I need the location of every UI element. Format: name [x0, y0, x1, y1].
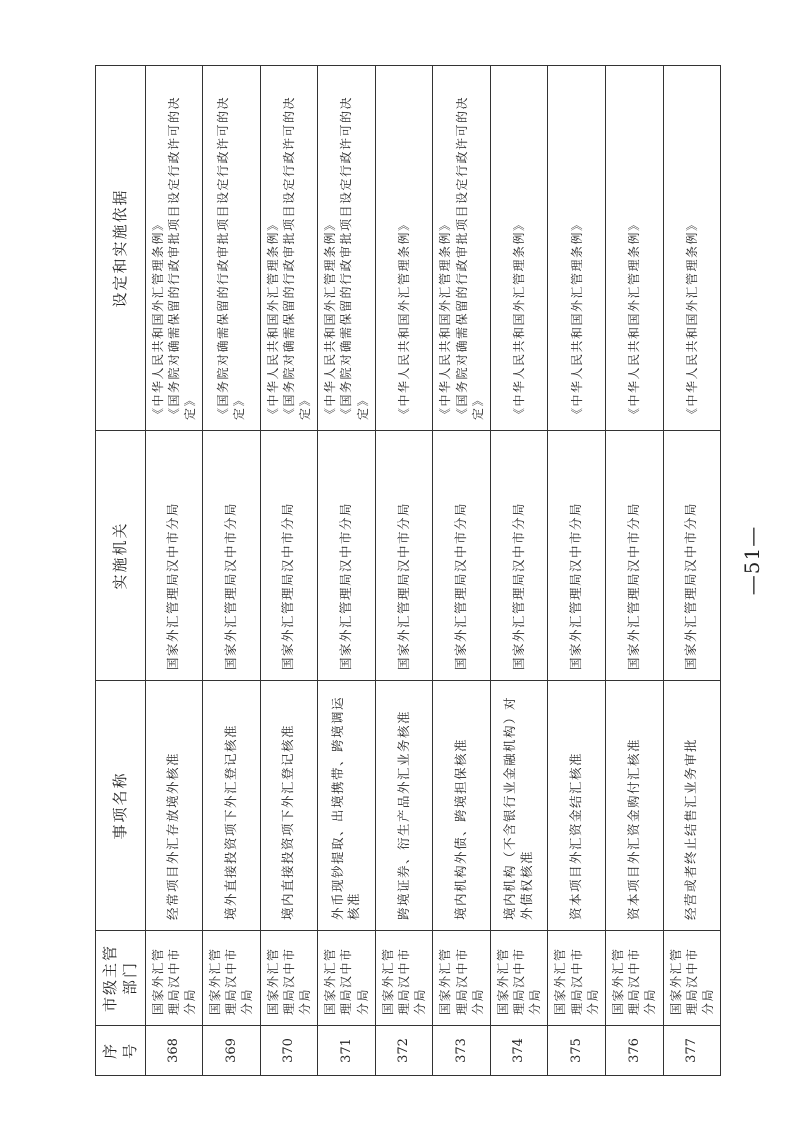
table-row [548, 66, 606, 1076]
page-number: —51— [740, 525, 764, 596]
row-basis [490, 66, 548, 431]
table-row [318, 66, 376, 1076]
approval-items-table [95, 65, 721, 1076]
row-agency: 国家外汇管理局汉中市分局 [375, 431, 433, 681]
basis-line: 《国务院对确需保留的行政审批项目设定行政许可的决定》 [216, 95, 247, 420]
row-number: 370 [260, 1026, 318, 1076]
table-row [375, 66, 433, 1076]
table-row [145, 66, 203, 1076]
basis-line: 《国务院对确需保留的行政审批项目设定行政许可的决定》 [454, 95, 485, 420]
header-item: 事项名称 [96, 681, 146, 931]
row-number: 369 [203, 1026, 261, 1076]
row-agency: 国家外汇管理局汉中市分局 [318, 431, 376, 681]
row-department: 国家外汇管理局汉中市分局 [318, 931, 376, 1026]
row-item-name: 经常项目外汇存放境外核准 [145, 681, 203, 931]
row-agency: 国家外汇管理局汉中市分局 [663, 431, 721, 681]
row-item-name: 资本项目外汇资金结汇核准 [548, 681, 606, 931]
table-row [606, 66, 664, 1076]
basis-line: 《中华人民共和国外汇管理条例》 [512, 217, 527, 420]
row-number: 372 [375, 1026, 433, 1076]
row-basis [606, 66, 664, 431]
table-header-row [96, 66, 146, 1076]
row-number: 376 [606, 1026, 664, 1076]
row-basis [318, 66, 376, 431]
row-item-name: 外币现钞提取、出境携带、跨境调运核准 [318, 681, 376, 931]
row-number: 377 [663, 1026, 721, 1076]
row-item-name: 境内机构外债、跨境担保核准 [433, 681, 491, 931]
table-body [145, 66, 721, 1076]
row-number: 373 [433, 1026, 491, 1076]
header-agency: 实施机关 [96, 431, 146, 681]
row-department: 国家外汇管理局汉中市分局 [490, 931, 548, 1026]
row-department: 国家外汇管理局汉中市分局 [606, 931, 664, 1026]
row-basis [663, 66, 721, 431]
basis-line: 《中华人民共和国外汇管理条例》 [684, 217, 699, 420]
row-item-name: 境内直接投资项下外汇登记核准 [260, 681, 318, 931]
row-item-name: 资本项目外汇资金购付汇核准 [606, 681, 664, 931]
row-number: 375 [548, 1026, 606, 1076]
row-number: 371 [318, 1026, 376, 1076]
row-department: 国家外汇管理局汉中市分局 [375, 931, 433, 1026]
row-basis [433, 66, 491, 431]
row-basis [548, 66, 606, 431]
row-agency: 国家外汇管理局汉中市分局 [433, 431, 491, 681]
table-row [663, 66, 721, 1076]
row-agency: 国家外汇管理局汉中市分局 [548, 431, 606, 681]
row-agency: 国家外汇管理局汉中市分局 [145, 431, 203, 681]
row-item-name: 跨境证券、衍生产品外汇业务核准 [375, 681, 433, 931]
basis-line: 《中华人民共和国外汇管理条例》 [627, 217, 642, 420]
row-item-name: 境内机构（不含银行业金融机构）对外债权核准 [490, 681, 548, 931]
table-row [490, 66, 548, 1076]
basis-line: 《中华人民共和国外汇管理条例》 [569, 217, 584, 420]
basis-line: 《中华人民共和国外汇管理条例》 [396, 217, 411, 420]
basis-line: 《中华人民共和国外汇管理条例》 [150, 217, 165, 420]
row-department: 国家外汇管理局汉中市分局 [145, 931, 203, 1026]
row-agency: 国家外汇管理局汉中市分局 [606, 431, 664, 681]
basis-line: 《中华人民共和国外汇管理条例》 [323, 217, 338, 420]
basis-line: 《中华人民共和国外汇管理条例》 [265, 217, 280, 420]
basis-line: 《国务院对确需保留的行政审批项目设定行政许可的决定》 [281, 95, 312, 420]
row-agency: 国家外汇管理局汉中市分局 [260, 431, 318, 681]
row-department: 国家外汇管理局汉中市分局 [663, 931, 721, 1026]
basis-line: 《国务院对确需保留的行政审批项目设定行政许可的决定》 [166, 95, 197, 420]
header-basis: 设定和实施依据 [96, 66, 146, 431]
row-basis [260, 66, 318, 431]
row-agency: 国家外汇管理局汉中市分局 [490, 431, 548, 681]
table-row [203, 66, 261, 1076]
row-department: 国家外汇管理局汉中市分局 [433, 931, 491, 1026]
row-number: 368 [145, 1026, 203, 1076]
row-item-name: 境外直接投资项下外汇登记核准 [203, 681, 261, 931]
basis-line: 《国务院对确需保留的行政审批项目设定行政许可的决定》 [339, 95, 370, 420]
header-dept: 市级主管部门 [96, 931, 146, 1026]
row-item-name: 经营或者终止结售汇业务审批 [663, 681, 721, 931]
row-basis [203, 66, 261, 431]
row-department: 国家外汇管理局汉中市分局 [260, 931, 318, 1026]
row-department: 国家外汇管理局汉中市分局 [203, 931, 261, 1026]
row-number: 374 [490, 1026, 548, 1076]
table-row [260, 66, 318, 1076]
table-row [433, 66, 491, 1076]
basis-line: 《中华人民共和国外汇管理条例》 [438, 217, 453, 420]
row-basis [375, 66, 433, 431]
row-department: 国家外汇管理局汉中市分局 [548, 931, 606, 1026]
row-basis [145, 66, 203, 431]
row-agency: 国家外汇管理局汉中市分局 [203, 431, 261, 681]
header-no: 序号 [96, 1026, 146, 1076]
